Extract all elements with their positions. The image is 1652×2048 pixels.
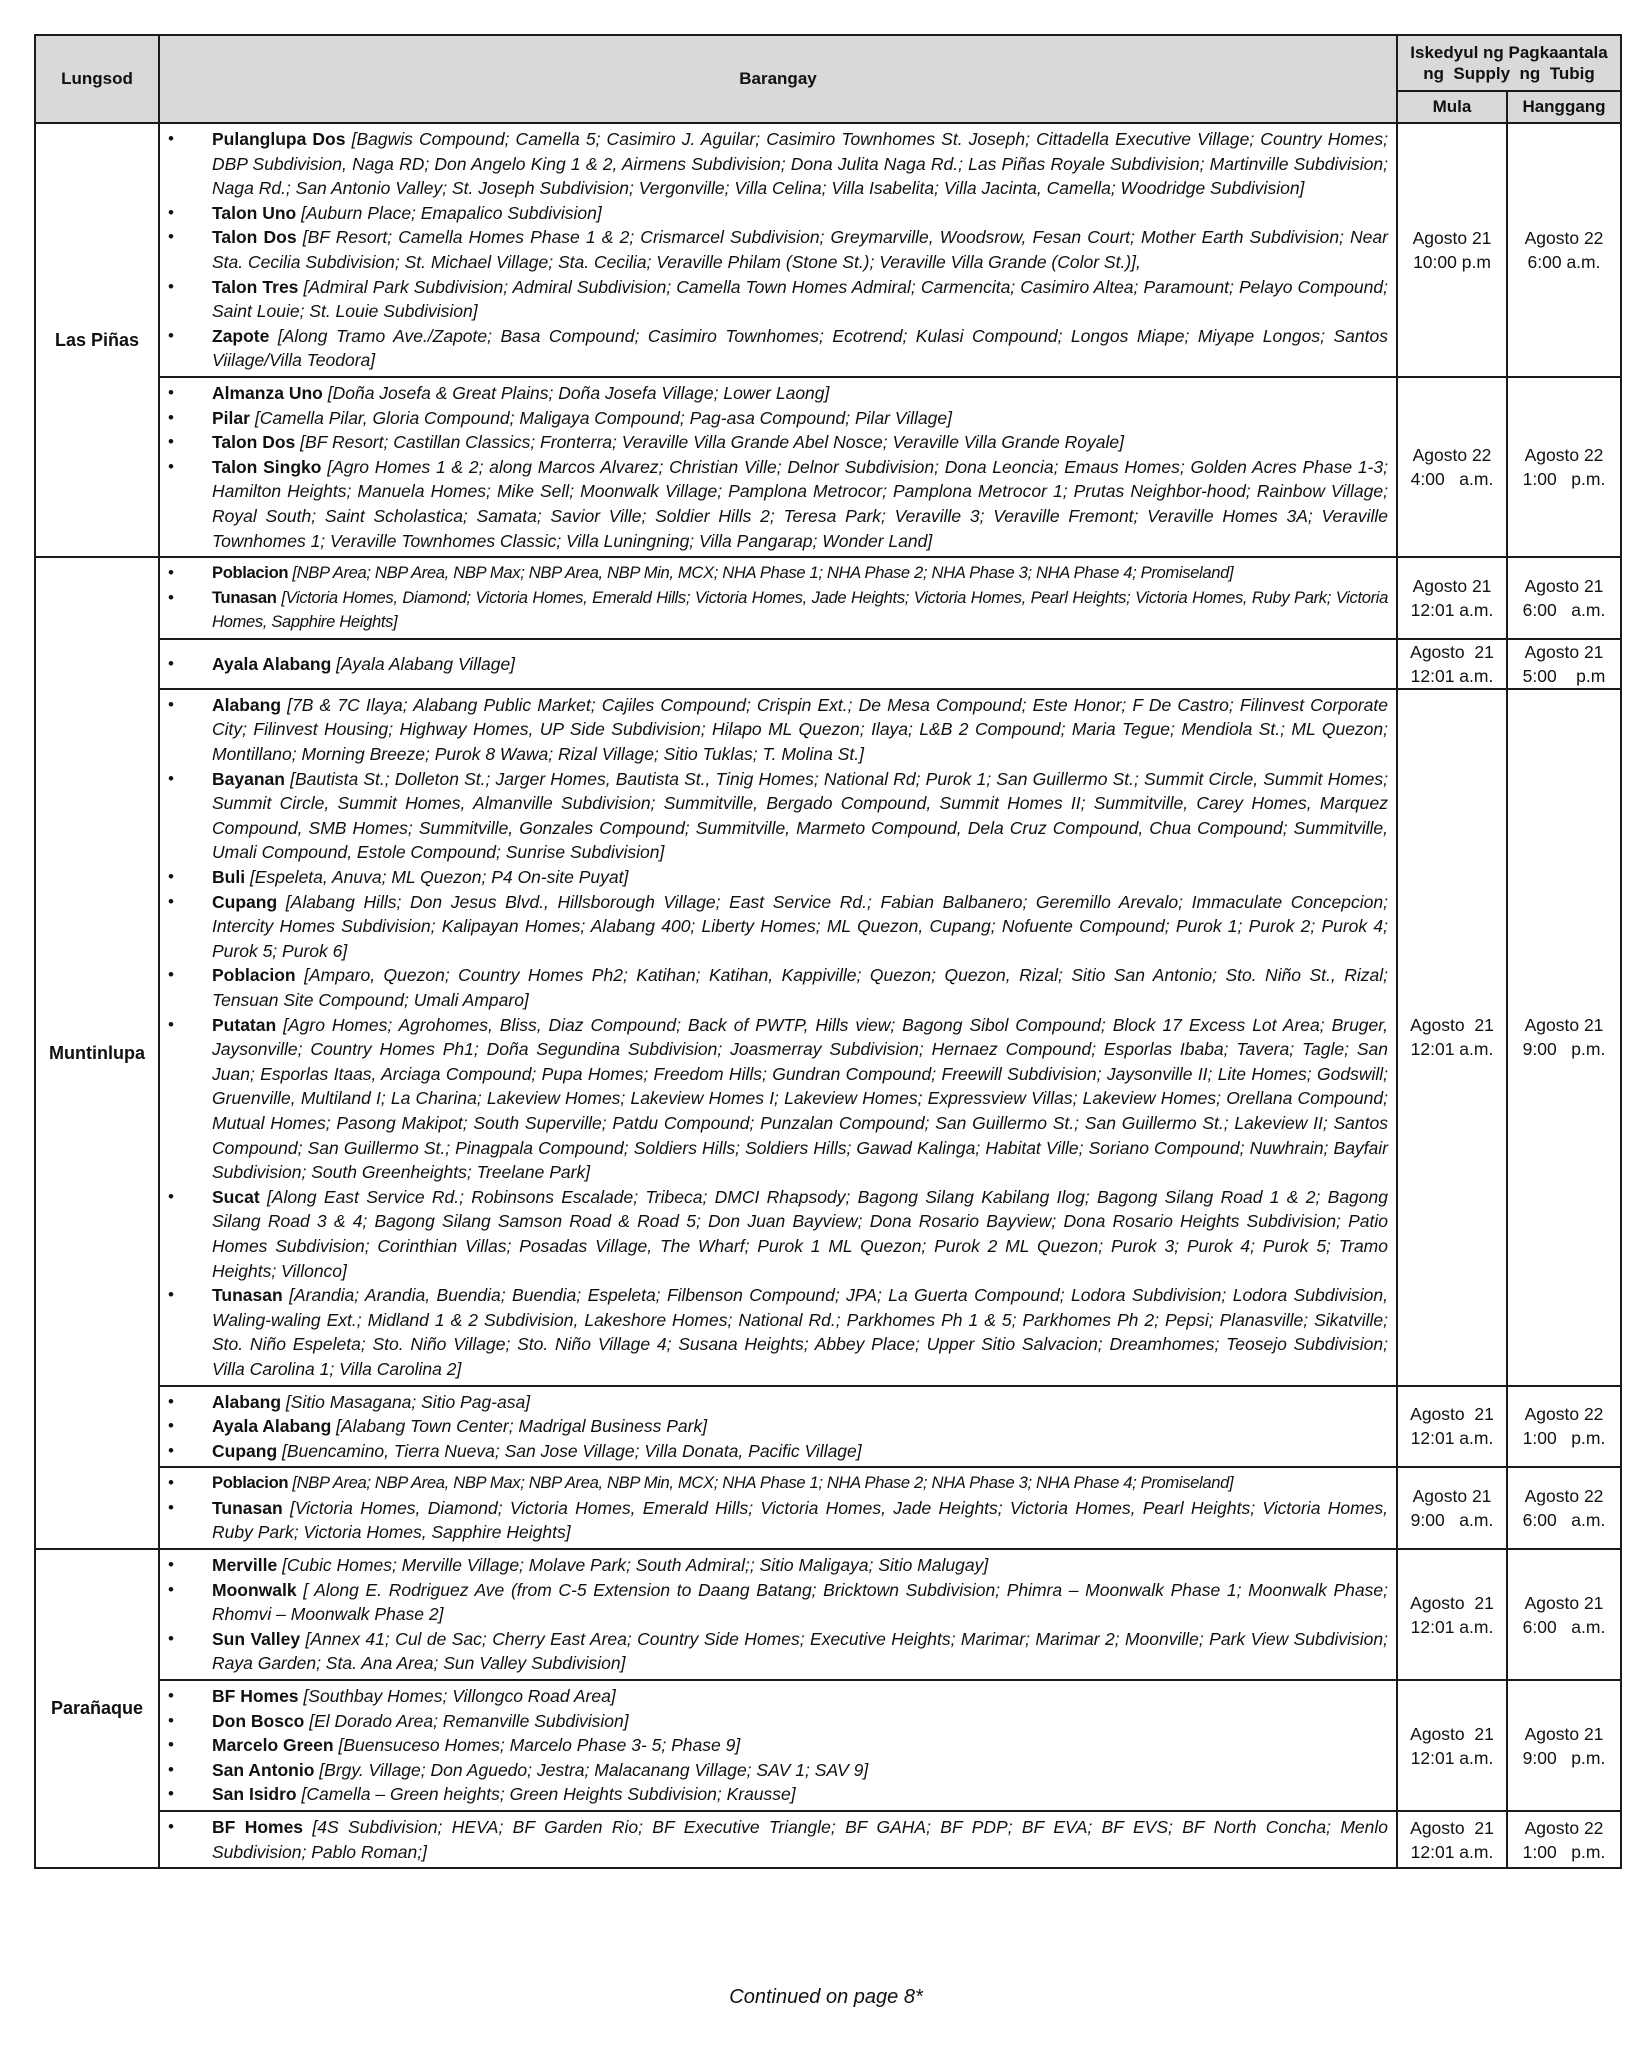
schedule-to-date: Agosto 22 bbox=[1524, 1404, 1604, 1425]
barangay-name: Tunasan bbox=[212, 1497, 283, 1518]
barangay-name: Zapote bbox=[212, 325, 270, 346]
barangay-item bbox=[168, 225, 1388, 274]
barangay-item bbox=[168, 1283, 1388, 1381]
schedule-from-date: Agosto 21 bbox=[1410, 1817, 1494, 1838]
barangay-name: Cupang bbox=[212, 1440, 278, 1461]
continued-note: Continued on page 8* bbox=[729, 1986, 923, 2008]
schedule-row bbox=[35, 377, 1621, 557]
schedule-to-date: Agosto 21 bbox=[1524, 1015, 1604, 1036]
barangay-list-cell bbox=[159, 689, 1397, 1386]
schedule-to-cell bbox=[1507, 557, 1621, 639]
schedule-from-cell bbox=[1397, 123, 1507, 377]
schedule-from-cell bbox=[1397, 1549, 1507, 1680]
header-city: Lungsod bbox=[35, 35, 159, 123]
barangay-item bbox=[168, 586, 1388, 635]
header-barangay: Barangay bbox=[159, 35, 1397, 123]
schedule-from-time: 12:01 a.m. bbox=[1410, 1616, 1494, 1637]
barangay-subdivisions: [Agro Homes 1 & 2; along Marcos Alvarez; Christian Ville; Delnor Subdivision; Dona Leoncia; Emaus Homes; Golden Acres Phase 1-3; Hamilton Heights; Manuela Homes; Mike Sell; Moonwalk Village; Pamplona Metrocor; Pamplona Metrocor 1; Prutas Neighbor-hood; Rainbow Village; Royal South; Saint Scholastica; Samata; Savior Ville; Soldier Hills 2; Teresa Park; Veraville 3; Veraville Fremont; Veraville Homes 3A; Veraville Townhomes 1; Veraville Townhomes Classic; Villa Luningning; Villa Pangarap; Wonder Land] bbox=[212, 456, 1388, 551]
barangay-list bbox=[168, 561, 1388, 635]
header-to: Hanggang bbox=[1507, 91, 1621, 123]
barangay-name: Tunasan bbox=[212, 587, 277, 607]
barangay-name: Almanza Uno bbox=[212, 382, 323, 403]
city-name: Parañaque bbox=[35, 1549, 159, 1868]
barangay-subdivisions: [4S Subdivision; HEVA; BF Garden Rio; BF Executive Triangle; BF GAHA; BF PDP; BF EVA; BF EVS; BF North Concha; Menlo Subdivision; Pablo Roman;] bbox=[212, 1817, 1389, 1862]
schedule-row bbox=[35, 1680, 1621, 1811]
barangay-item bbox=[168, 1414, 1388, 1439]
barangay-item bbox=[168, 1782, 1388, 1807]
water-interruption-schedule-table bbox=[34, 34, 1622, 1869]
schedule-from-cell bbox=[1397, 1386, 1507, 1468]
barangay-item bbox=[168, 381, 1388, 406]
schedule-to-cell bbox=[1507, 1467, 1621, 1549]
schedule-from-date: Agosto 22 bbox=[1412, 445, 1492, 466]
barangay-name: Alabang bbox=[212, 1391, 282, 1412]
schedule-to-cell bbox=[1507, 689, 1621, 1386]
barangay-subdivisions: [NBP Area; NBP Area, NBP Max; NBP Area, NBP Min, MCX; NHA Phase 1; NHA Phase 2; NHA Phase 3; NHA Phase 4; Promiseland] bbox=[292, 1473, 1234, 1493]
barangay-subdivisions: [Along East Service Rd.; Robinsons Escalade; Tribeca; DMCI Rhapsody; Bagong Silang Kabilang Ilog; Bagong Silang Road 1 & 2; Bagong Silang Road 3 & 4; Bagong Silang Samson Road & Road 5; Don Juan Bayview; Dona Rosario Bayview; Dona Rosario Heights Subdivision; Patio Homes Subdivision; Corinthian Villas; Posadas Village, The Wharf; Purok 1 ML Quezon; Purok 2 ML Quezon; Purok 3; Purok 4; Purok 5; Tramo Heights; Villonco] bbox=[212, 1186, 1388, 1281]
schedule-from-date: Agosto 21 bbox=[1410, 641, 1494, 662]
schedule-from-cell bbox=[1397, 557, 1507, 639]
barangay-item bbox=[168, 324, 1388, 373]
schedule-row bbox=[35, 639, 1621, 689]
barangay-item bbox=[168, 1439, 1388, 1464]
barangay-item bbox=[168, 1758, 1388, 1783]
barangay-list bbox=[168, 693, 1388, 1382]
schedule-to-time: 6:00 a.m. bbox=[1522, 1510, 1606, 1531]
schedule-to-cell bbox=[1507, 1680, 1621, 1811]
barangay-item bbox=[168, 1013, 1388, 1185]
schedule-to-cell bbox=[1507, 1811, 1621, 1868]
schedule-to-date: Agosto 21 bbox=[1524, 1723, 1604, 1744]
barangay-name: Ayala Alabang bbox=[212, 1416, 332, 1437]
barangay-list bbox=[168, 652, 1388, 677]
schedule-from-time: 12:01 a.m. bbox=[1410, 1747, 1494, 1768]
barangay-name: Talon Uno bbox=[212, 202, 297, 223]
schedule-to-time: 5:00 p.m bbox=[1522, 665, 1606, 686]
schedule-to-date: Agosto 22 bbox=[1524, 445, 1604, 466]
barangay-item bbox=[168, 430, 1388, 455]
schedule-from-cell bbox=[1397, 377, 1507, 557]
barangay-subdivisions: [Victoria Homes, Diamond; Victoria Homes, Emerald Hills; Victoria Homes, Jade Heights; Victoria Homes, Pearl Heights; Victoria Homes, Ruby Park; Victoria Homes, Sapphire Heights] bbox=[212, 587, 1388, 632]
schedule-from-cell bbox=[1397, 1680, 1507, 1811]
schedule-to-time: 1:00 p.m. bbox=[1522, 469, 1606, 490]
schedule-to-cell bbox=[1507, 639, 1621, 689]
barangay-list bbox=[168, 381, 1388, 553]
schedule-row bbox=[35, 1386, 1621, 1468]
schedule-from-cell bbox=[1397, 1467, 1507, 1549]
schedule-to-date: Agosto 21 bbox=[1524, 641, 1604, 662]
barangay-name: Talon Tres bbox=[212, 276, 299, 297]
barangay-name: Talon Dos bbox=[212, 227, 297, 248]
barangay-name: Moonwalk bbox=[212, 1579, 297, 1600]
schedule-to-cell bbox=[1507, 1386, 1621, 1468]
barangay-list bbox=[168, 1553, 1388, 1676]
barangay-list-cell bbox=[159, 1680, 1397, 1811]
city-name: Las Piñas bbox=[35, 123, 159, 557]
schedule-to-date: Agosto 22 bbox=[1524, 227, 1604, 248]
schedule-from-time: 12:01 a.m. bbox=[1410, 599, 1494, 620]
barangay-name: Merville bbox=[212, 1555, 278, 1576]
barangay-subdivisions: [Buensuceso Homes; Marcelo Phase 3- 5; Phase 9] bbox=[338, 1735, 741, 1756]
barangay-item bbox=[168, 1733, 1388, 1758]
barangay-subdivisions: [Annex 41; Cul de Sac; Cherry East Area; Country Side Homes; Executive Heights; Marimar; Marimar 2; Moonville; Park View Subdivision; Raya Garden; Sta. Ana Area; Sun Valley Subdivision] bbox=[212, 1628, 1388, 1674]
barangay-item bbox=[168, 1627, 1388, 1676]
schedule-from-date: Agosto 21 bbox=[1412, 575, 1492, 596]
barangay-subdivisions: [Buencamino, Tierra Nueva; San Jose Village; Villa Donata, Pacific Village] bbox=[282, 1440, 862, 1461]
header-schedule-line2: ng Supply ng Tubig bbox=[1423, 64, 1595, 83]
barangay-item bbox=[168, 1553, 1388, 1578]
barangay-list-cell bbox=[159, 1549, 1397, 1680]
barangay-subdivisions: [BF Resort; Castillan Classics; Fronterra; Veraville Villa Grande Abel Nosce; Veraville Villa Grande Royale] bbox=[300, 432, 1124, 453]
schedule-to-time: 6:00 a.m. bbox=[1522, 599, 1606, 620]
schedule-from-date: Agosto 21 bbox=[1412, 1486, 1492, 1507]
schedule-from-time: 10:00 p.m bbox=[1413, 251, 1491, 272]
barangay-subdivisions: [Admiral Park Subdivision; Admiral Subdivision; Camella Town Homes Admiral; Carmencita; Casimiro Altea; Paramount; Pelayo Compound; Saint Louie; St. Louie Subdivision] bbox=[212, 276, 1388, 322]
barangay-subdivisions: [Cubic Homes; Merville Village; Molave Park; South Admiral;; Sitio Maligaya; Sitio Malugay] bbox=[282, 1555, 989, 1576]
schedule-from-time: 9:00 a.m. bbox=[1410, 1510, 1494, 1531]
schedule-to-date: Agosto 21 bbox=[1524, 575, 1604, 596]
schedule-body bbox=[35, 123, 1621, 1868]
barangay-item bbox=[168, 963, 1388, 1012]
schedule-row bbox=[35, 123, 1621, 377]
schedule-from-date: Agosto 21 bbox=[1410, 1592, 1494, 1613]
barangay-subdivisions: [Arandia; Arandia, Buendia; Buendia; Espeleta; Filbenson Compound; JPA; La Guerta Compound; Lodora Subdivision; Lodora Subdivision, Waling-waling Ext.; Midland 1 & 2 Subdivision, Lakeshore Homes; National Rd.; Parkhomes Ph 1 & 5; Parkhomes Ph 2; Pepsi; Planasville; Sikatville; Sto. Niño Espeleta; Sto. Niño Village; Sto. Niño Village 4; Susana Heights; Abbey Place; Upper Sitio Salvacion; Dreamhomes; Teosejo Subdivision; Villa Carolina 1; Villa Carolina 2] bbox=[212, 1285, 1388, 1379]
barangay-list bbox=[168, 1684, 1388, 1807]
barangay-subdivisions: [Brgy. Village; Don Aguedo; Jestra; Malacanang Village; SAV 1; SAV 9] bbox=[319, 1759, 869, 1780]
schedule-from-date: Agosto 21 bbox=[1410, 1404, 1494, 1425]
schedule-to-time: 1:00 p.m. bbox=[1522, 1428, 1606, 1449]
barangay-item bbox=[168, 455, 1388, 553]
schedule-from-date: Agosto 21 bbox=[1412, 227, 1492, 248]
barangay-subdivisions: [NBP Area; NBP Area, NBP Max; NBP Area, NBP Min, MCX; NHA Phase 1; NHA Phase 2; NHA Phase 3; NHA Phase 4; Promiseland] bbox=[292, 563, 1234, 583]
barangay-list bbox=[168, 127, 1388, 373]
barangay-item bbox=[168, 1390, 1388, 1415]
barangay-list-cell bbox=[159, 123, 1397, 377]
schedule-from-date: Agosto 21 bbox=[1410, 1723, 1494, 1744]
header-from: Mula bbox=[1397, 91, 1507, 123]
schedule-from-time: 12:01 a.m. bbox=[1410, 1039, 1494, 1060]
barangay-subdivisions: [Doña Josefa & Great Plains; Doña Josefa Village; Lower Laong] bbox=[327, 382, 830, 403]
barangay-item bbox=[168, 865, 1388, 890]
schedule-to-time: 6:00 a.m. bbox=[1527, 251, 1601, 272]
barangay-name: Cupang bbox=[212, 891, 278, 912]
header-schedule bbox=[1397, 35, 1621, 91]
barangay-list-cell bbox=[159, 557, 1397, 639]
schedule-to-cell bbox=[1507, 1549, 1621, 1680]
barangay-name: San Isidro bbox=[212, 1784, 297, 1805]
barangay-list-cell bbox=[159, 639, 1397, 689]
header-schedule-line1: Iskedyul ng Pagkaantala bbox=[1410, 43, 1608, 62]
schedule-row bbox=[35, 689, 1621, 1386]
schedule-from-cell bbox=[1397, 1811, 1507, 1868]
barangay-name: Marcelo Green bbox=[212, 1735, 334, 1756]
schedule-to-date: Agosto 22 bbox=[1524, 1486, 1604, 1507]
barangay-name: Putatan bbox=[212, 1014, 277, 1035]
barangay-name: Pulanglupa Dos bbox=[212, 129, 346, 149]
barangay-item bbox=[168, 1815, 1388, 1864]
barangay-subdivisions: [Camella Pilar, Gloria Compound; Maligaya Compound; Pag-asa Compound; Pilar Village] bbox=[254, 407, 952, 428]
barangay-item bbox=[168, 1185, 1388, 1283]
barangay-name: Sun Valley bbox=[212, 1628, 301, 1649]
barangay-subdivisions: [Amparo, Quezon; Country Homes Ph2; Katihan; Katihan, Kappiville; Quezon; Quezon, Rizal; Sitio San Antonio; Sto. Niño St., Rizal; Tensuan Site Compound; Umali Amparo] bbox=[212, 965, 1388, 1010]
barangay-name: Poblacion bbox=[212, 1473, 289, 1493]
schedule-to-date: Agosto 22 bbox=[1524, 1817, 1604, 1838]
schedule-from-time: 12:01 a.m. bbox=[1410, 1428, 1494, 1449]
barangay-subdivisions: [ Along E. Rodriguez Ave (from C-5 Extension to Daang Batang; Bricktown Subdivision; Phimra – Moonwalk Phase 1; Moonwalk Phase; Rhomvi – Moonwalk Phase 2] bbox=[212, 1579, 1388, 1625]
barangay-name: Buli bbox=[212, 867, 246, 888]
barangay-subdivisions: [El Dorado Area; Remanville Subdivision] bbox=[309, 1710, 629, 1731]
barangay-subdivisions: [Bautista St.; Dolleton St.; Jarger Homes, Bautista St., Tinig Homes; National Rd; Purok 1; San Guillermo St.; Summit Circle, Summit Homes; Summit Circle, Summit Homes, Almanville Subdivision; Summitville, Bergado Compound, Summit Homes II; Summitville, Carey Homes, Marquez Compound, SMB Homes; Summitville, Gonzales Compound; Summitville, Marmeto Compound, Dela Cruz Compound, Chua Compound; Summitville, Umali Compound, Estole Compound; Sunrise Subdivision] bbox=[212, 768, 1388, 863]
barangay-name: Alabang bbox=[212, 694, 282, 715]
schedule-from-time: 12:01 a.m. bbox=[1410, 1841, 1494, 1862]
barangay-name: San Antonio bbox=[212, 1759, 315, 1780]
barangay-list-cell bbox=[159, 377, 1397, 557]
schedule-to-time: 1:00 p.m. bbox=[1522, 1841, 1606, 1862]
barangay-item bbox=[168, 1471, 1388, 1496]
barangay-item bbox=[168, 1578, 1388, 1627]
barangay-subdivisions: [Agro Homes; Agrohomes, Bliss, Diaz Compound; Back of PWTP, Hills view; Bagong Sibol Compound; Block 17 Excess Lot Area; Bruger, Jaysonville; Country Homes Ph1; Doña Segundina Subdivision; Joasmerray Subdivision; Hernaez Compound; Esporlas Ibaba; Tavera; Tagle; San Juan; Esporlas Itaas, Arciaga Compound; Pupa Homes; Freedom Hills; Gundran Compound; Freewill Subdivision; Jaysonville II; Lite Homes; Godswill; Gruenville, Multiland I; La Charina; Lakeview Homes; Lakeview Homes I; Lakeview Homes; Expressview Villas; Lakeview Homes; Orellana Compound; Mutual Homes; Pasong Makipot; South Superville; Patdu Compound; Punzalan Compound; San Guillermo St.; San Guillermo St.; Lakeview II; Santos Compound; San Guillermo St.; Pinagpala Compound; Soldiers Hills; Soldiers Hills; Gawad Kalinga; Habitat Ville; Soriano Compound; Nuwhrain; Bayfair Subdivision; South Greenheights; Treelane Park] bbox=[212, 1014, 1388, 1183]
barangay-name: Pilar bbox=[212, 407, 250, 428]
schedule-from-time: 4:00 a.m. bbox=[1410, 469, 1494, 490]
barangay-item bbox=[168, 767, 1388, 865]
barangay-name: Bayanan bbox=[212, 768, 285, 789]
barangay-item bbox=[168, 561, 1388, 586]
schedule-row bbox=[35, 1467, 1621, 1549]
barangay-item bbox=[168, 275, 1388, 324]
barangay-item bbox=[168, 201, 1388, 226]
barangay-item bbox=[168, 890, 1388, 964]
barangay-item bbox=[168, 1709, 1388, 1734]
city-name: Muntinlupa bbox=[35, 557, 159, 1549]
barangay-name: Sucat bbox=[212, 1186, 260, 1207]
barangay-item bbox=[168, 1684, 1388, 1709]
barangay-subdivisions: [Auburn Place; Emapalico Subdivision] bbox=[301, 202, 602, 223]
barangay-list-cell bbox=[159, 1386, 1397, 1468]
barangay-item bbox=[168, 1496, 1388, 1545]
schedule-from-cell bbox=[1397, 689, 1507, 1386]
barangay-list bbox=[168, 1815, 1388, 1864]
barangay-name: BF Homes bbox=[212, 1817, 304, 1837]
barangay-subdivisions: [BF Resort; Camella Homes Phase 1 & 2; Crismarcel Subdivision; Greymarville, Woodsrow, Fesan Court; Mother Earth Subdivision; Near Sta. Cecilia Subdivision; St. Michael Village; Sta. Cecilia; Veraville Philam (Stone St.); Veraville Villa Grande (Color St.)], bbox=[212, 227, 1388, 272]
schedule-to-cell bbox=[1507, 377, 1621, 557]
barangay-item bbox=[168, 406, 1388, 431]
barangay-item bbox=[168, 127, 1388, 201]
barangay-list-cell bbox=[159, 1811, 1397, 1868]
barangay-name: Talon Dos bbox=[212, 432, 296, 453]
barangay-subdivisions: [Bagwis Compound; Camella 5; Casimiro J. Aguilar; Casimiro Townhomes St. Joseph; Cittadella Executive Village; Country Homes; DBP Subdivision, Naga RD; Don Angelo King 1 & 2, Airmens Subdivision; Dona Julita Naga Rd.; Las Piñas Royale Subdivision; Martinville Subdivision; Naga Rd.; San Antonio Valley; St. Joseph Subdivision; Vergonville; Villa Celina; Villa Isabelita; Villa Jacinta, Camella; Woodridge Subdivision] bbox=[212, 129, 1388, 199]
barangay-subdivisions: [Southbay Homes; Villongco Road Area] bbox=[303, 1686, 616, 1707]
barangay-list bbox=[168, 1471, 1388, 1545]
barangay-subdivisions: [Alabang Hills; Don Jesus Blvd., Hillsborough Village; East Service Rd.; Fabian Balbanero; Geremillo Arevalo; Immaculate Concepcion; Intercity Homes Subdivision; Kalipayan Homes; Alabang 400; Liberty Homes; ML Quezon, Cupang; Nofuente Compound; Purok 1; Purok 2; Purok 4; Purok 5; Purok 6] bbox=[212, 891, 1388, 961]
barangay-name: Ayala Alabang bbox=[212, 653, 332, 674]
schedule-to-time: 9:00 p.m. bbox=[1522, 1747, 1606, 1768]
barangay-subdivisions: [Along Tramo Ave./Zapote; Basa Compound; Casimiro Townhomes; Ecotrend; Kulasi Compound; Longos Miape; Miyape Longos; Santos Viilage/Villa Teodora] bbox=[212, 325, 1388, 371]
barangay-subdivisions: [Victoria Homes, Diamond; Victoria Homes, Emerald Hills; Victoria Homes, Jade Heights; Victoria Homes, Pearl Heights; Victoria Homes, Ruby Park; Victoria Homes, Sapphire Heights] bbox=[212, 1497, 1388, 1543]
barangay-item bbox=[168, 652, 1388, 677]
barangay-subdivisions: [Espeleta, Anuva; ML Quezon; P4 On-site Puyat] bbox=[249, 867, 629, 888]
schedule-row bbox=[35, 557, 1621, 639]
barangay-subdivisions: [Sitio Masagana; Sitio Pag-asa] bbox=[285, 1391, 531, 1412]
barangay-name: BF Homes bbox=[212, 1686, 299, 1707]
barangay-name: Tunasan bbox=[212, 1285, 283, 1306]
schedule-row bbox=[35, 1811, 1621, 1868]
schedule-to-cell bbox=[1507, 123, 1621, 377]
barangay-subdivisions: [7B & 7C Ilaya; Alabang Public Market; Cajiles Compound; Crispin Ext.; De Mesa Compound; Este Honor; F De Castro; Filinvest Corporate City; Filinvest Housing; Highway Homes, UP Side Subdivision; Hilapo ML Quezon; Ilaya; L&B 2 Compound; Maria Tegue; Mendiola St.; ML Quezon; Montillano; Morning Breeze; Purok 8 Wawa; Rizal Village; Sitio Tuklas; T. Molina St.] bbox=[212, 694, 1388, 765]
schedule-from-cell bbox=[1397, 639, 1507, 689]
barangay-subdivisions: [Camella – Green heights; Green Heights Subdivision; Krausse] bbox=[301, 1784, 796, 1805]
barangay-name: Talon Singko bbox=[212, 456, 322, 477]
barangay-item bbox=[168, 693, 1388, 767]
schedule-to-time: 6:00 a.m. bbox=[1522, 1616, 1606, 1637]
schedule-to-time: 9:00 p.m. bbox=[1522, 1039, 1606, 1060]
barangay-subdivisions: [Alabang Town Center; Madrigal Business Park] bbox=[336, 1416, 708, 1437]
barangay-list-cell bbox=[159, 1467, 1397, 1549]
barangay-subdivisions: [Ayala Alabang Village] bbox=[336, 653, 516, 674]
barangay-name: Poblacion bbox=[212, 965, 296, 986]
schedule-row bbox=[35, 1549, 1621, 1680]
schedule-to-date: Agosto 21 bbox=[1524, 1592, 1604, 1613]
barangay-name: Don Bosco bbox=[212, 1710, 305, 1731]
schedule-from-date: Agosto 21 bbox=[1410, 1015, 1494, 1036]
barangay-name: Poblacion bbox=[212, 563, 289, 583]
schedule-from-time: 12:01 a.m. bbox=[1410, 665, 1494, 686]
barangay-list bbox=[168, 1390, 1388, 1464]
